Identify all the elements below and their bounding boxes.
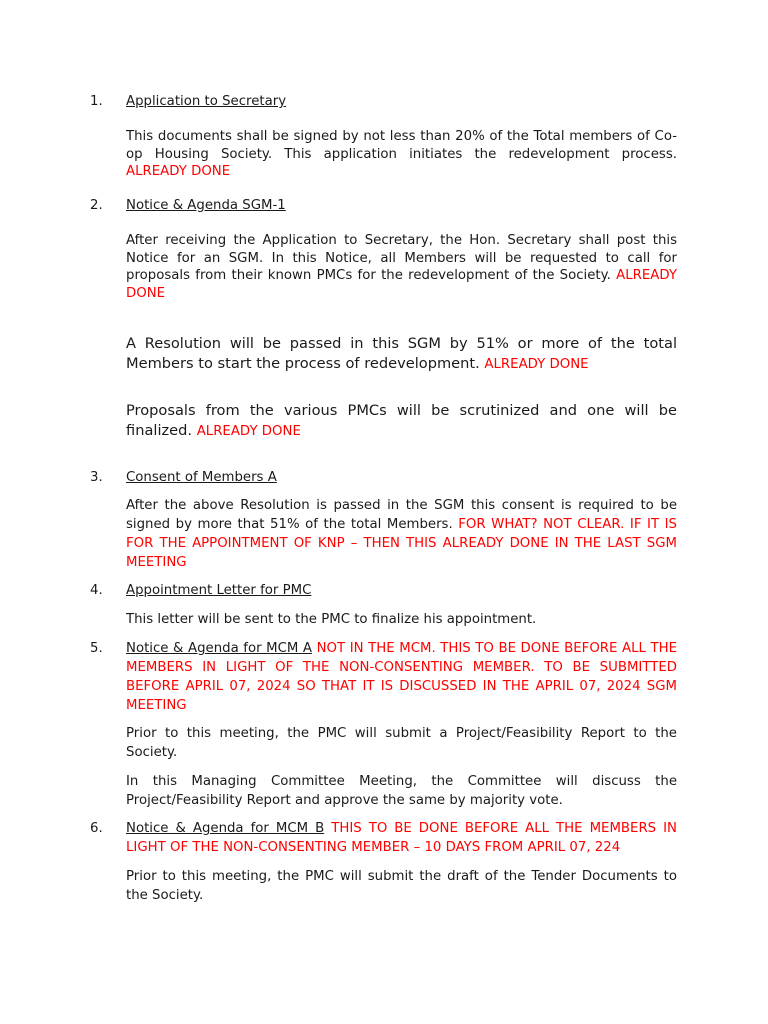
- item-title: [126, 639, 677, 715]
- paragraph-text: After receiving the Application to Secretary, the Hon. Secretary shall post this Notice for an SGM. In this Notice, all Members will be requested to call for proposals from their known PMCs for the redevelopment of the Society.: [126, 233, 677, 283]
- item-title-text: Notice & Agenda SGM-1: [126, 198, 286, 213]
- paragraph-text: Prior to this meeting, the PMC will submit the draft of the Tender Documents to the Society.: [126, 869, 677, 903]
- status-note: THIS TO BE DONE BEFORE ALL THE MEMBERS IN LIGHT OF THE NON-CONSENTING MEMBER – 10 DAYS FROM APRIL 07, 224: [126, 821, 677, 855]
- item-title-text: Consent of Members A: [126, 470, 277, 485]
- item-title: [126, 196, 677, 215]
- paragraph: [126, 724, 677, 762]
- paragraph-text: Proposals from the various PMCs will be scrutinized and one will be finalized.: [126, 402, 677, 439]
- paragraph-text: A Resolution will be passed in this SGM by 51% or more of the total Members to start the process of redevelopment.: [126, 335, 677, 372]
- paragraph: [126, 128, 677, 181]
- item-number: 1.: [90, 94, 103, 109]
- status-note: FOR WHAT? NOT CLEAR. IF IT IS FOR THE APPOINTMENT OF KNP – THEN THIS ALREADY DONE IN THE LAST SGM MEETING: [126, 517, 677, 570]
- item-number: 4.: [90, 583, 103, 598]
- item-title-text: Notice & Agenda for MCM A: [126, 641, 313, 656]
- paragraph-text: After the above Resolution is passed in the SGM this consent is required to be signed by more that 51% of the total Members.: [126, 498, 677, 532]
- item-title: [126, 819, 677, 857]
- status-note: NOT IN THE MCM. THIS TO BE DONE BEFORE ALL THE MEMBERS IN LIGHT OF THE NON-CONSENTING MEMBER. TO BE SUBMITTED BEFORE APRIL 07, 2024 SO THAT IT IS DISCUSSED IN THE APRIL 07, 2024 SGM MEETING: [126, 641, 678, 713]
- item-number: 2.: [90, 198, 103, 213]
- item-title: [126, 92, 677, 111]
- item-title-text: Application to Secretary: [126, 94, 287, 109]
- paragraph: [126, 232, 677, 302]
- paragraph: [126, 867, 677, 905]
- item-number: 5.: [90, 641, 103, 656]
- item-title: [126, 468, 677, 487]
- status-note: ALREADY DONE: [126, 164, 231, 179]
- status-note: ALREADY DONE: [484, 356, 589, 372]
- paragraph: [126, 401, 677, 441]
- paragraph: [126, 496, 677, 572]
- paragraph: [126, 610, 677, 629]
- paragraph-text: In this Managing Committee Meeting, the Committee will discuss the Project/Feasibility Report and approve the same by majority vote.: [126, 774, 677, 808]
- paragraph-text: This letter will be sent to the PMC to finalize his appointment.: [126, 612, 537, 627]
- paragraph-text: Prior to this meeting, the PMC will submit a Project/Feasibility Report to the Society.: [126, 726, 677, 760]
- item-title: [126, 581, 677, 600]
- paragraph: [126, 772, 677, 810]
- item-title-text: Notice & Agenda for MCM B: [126, 821, 325, 836]
- paragraph: [126, 334, 677, 374]
- paragraph-text: This documents shall be signed by not less than 20% of the Total members of Co-op Housing Society. This application initiates the redevelopment process.: [126, 129, 677, 162]
- item-number: 3.: [90, 470, 103, 485]
- status-note: ALREADY DONE: [196, 423, 301, 439]
- item-title-text: Appointment Letter for PMC: [126, 583, 312, 598]
- item-number: 6.: [90, 821, 103, 836]
- status-note: ALREADY DONE: [126, 268, 677, 301]
